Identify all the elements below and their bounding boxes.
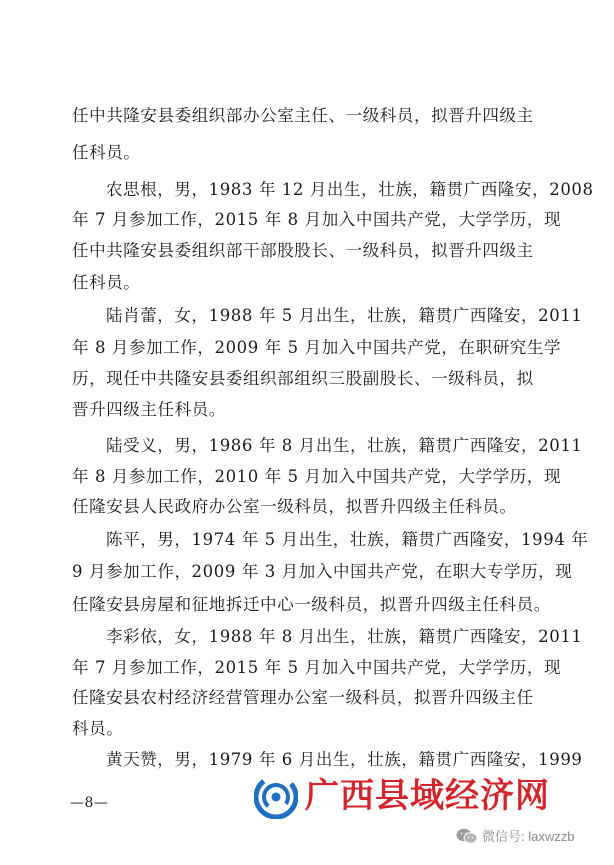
wechat-icon xyxy=(456,828,478,844)
text-line: 年 8 月参加工作，2010 年 5 月加入中国共产党，大学学历，现 xyxy=(72,467,562,486)
wechat-label: 微信号: laxwzzb xyxy=(482,829,575,844)
text-line: 科员。 xyxy=(72,719,124,738)
swirl-logo-icon xyxy=(254,775,298,819)
text-line: 任隆安县房屋和征地拆迁中心一级科员，拟晋升四级主任科员。 xyxy=(72,595,551,614)
text-line: 任中共隆安县委组织部办公室主任、一级科员，拟晋升四级主 xyxy=(72,106,534,125)
wechat-id-watermark xyxy=(456,826,574,845)
text-line: 陆受义，男，1986 年 8 月出生，壮族，籍贯广西隆安，2011 xyxy=(106,436,583,455)
text-line: 任隆安县人民政府办公室一级科员，拟晋升四级主任科员。 xyxy=(72,497,517,516)
page-number: —8— xyxy=(70,795,109,811)
text-line: 历，现任中共隆安县委组织部组织三股副股长、一级科员，拟 xyxy=(72,369,534,388)
text-line: 任中共隆安县委组织部干部股股长、一级科员，拟晋升四级主 xyxy=(72,241,534,260)
text-line: 任科员。 xyxy=(72,273,141,292)
text-line: 年 7 月参加工作，2015 年 5 月加入中国共产党，大学学历，现 xyxy=(72,658,562,677)
text-line: 9 月参加工作，2009 年 3 月加入中国共产党，在职大专学历，现 xyxy=(72,562,573,581)
text-line: 晋升四级主任科员。 xyxy=(72,400,226,419)
watermark-brand-text: 广西县域经济网 xyxy=(305,776,550,816)
text-line: 农思根，男，1983 年 12 月出生，壮族，籍贯广西隆安，2008 xyxy=(106,180,594,199)
text-line: 任科员。 xyxy=(72,143,141,162)
text-line: 年 8 月参加工作，2009 年 5 月加入中国共产党，在职研究生学 xyxy=(72,338,562,357)
text-line: 陈平，男，1974 年 5 月出生，壮族，籍贯广西隆安，1994 年 xyxy=(106,530,589,549)
text-line: 年 7 月参加工作，2015 年 8 月加入中国共产党，大学学历，现 xyxy=(72,210,562,229)
text-line: 陆肖蕾，女，1988 年 5 月出生，壮族，籍贯广西隆安，2011 xyxy=(106,306,583,325)
text-line: 黄天赞，男，1979 年 6 月出生，壮族，籍贯广西隆安，1999 xyxy=(106,750,583,769)
text-line: 李彩依，女，1988 年 8 月出生，壮族，籍贯广西隆安，2011 xyxy=(106,627,583,646)
text-line: 任隆安县农村经济经营管理办公室一级科员，拟晋升四级主任 xyxy=(72,688,534,707)
